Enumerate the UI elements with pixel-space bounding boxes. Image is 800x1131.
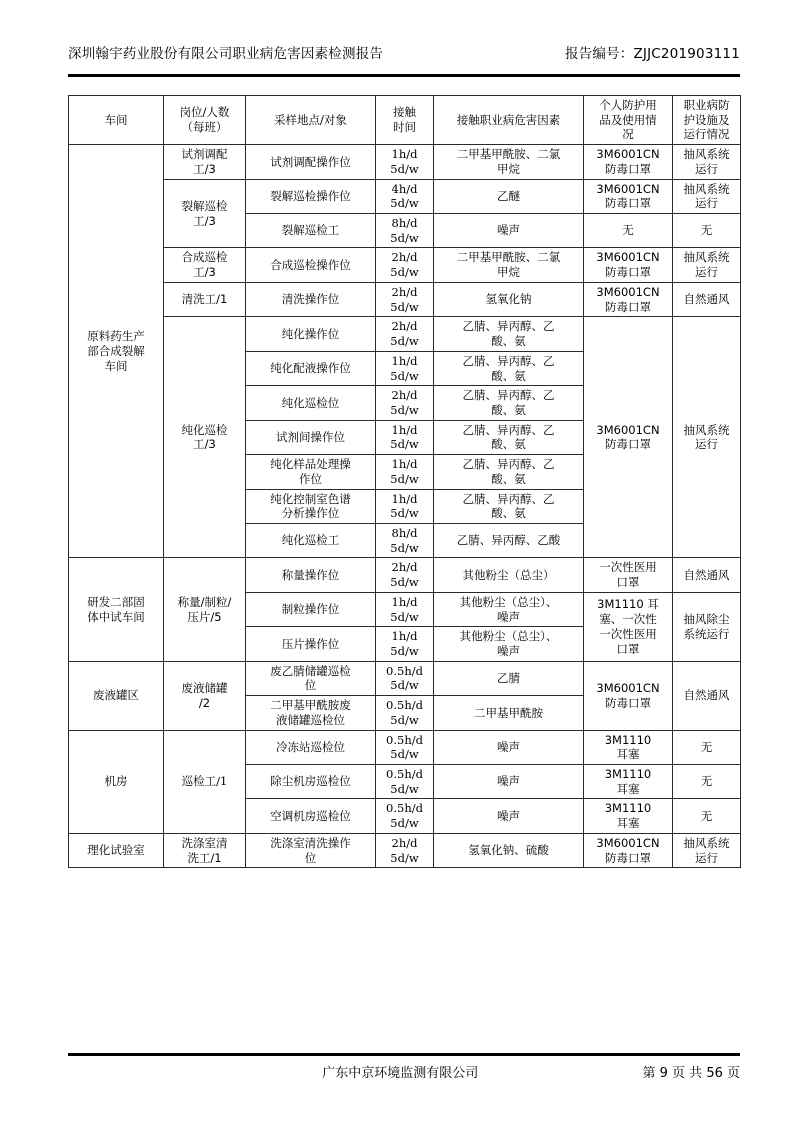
exposure-hours: 0.5h/d	[386, 698, 423, 713]
workshop-line1: 原料药生产	[87, 329, 145, 344]
cell-ppe	[584, 799, 673, 833]
ppe-line1: 3M6001CN	[596, 835, 660, 850]
exposure-hours: 2h/d	[391, 835, 418, 850]
cell-hazard-factors	[434, 489, 584, 523]
cell-ppe	[584, 765, 673, 799]
document-running-header	[68, 42, 740, 62]
exposure-hours: 1h/d	[391, 147, 418, 162]
footer-company-name: 广东中京环境监测有限公司	[322, 1066, 479, 1081]
cell-ppe	[584, 661, 673, 730]
hazard-line1: 其他粉尘（总尘）、	[459, 594, 558, 609]
exposure-days: 5d/w	[390, 230, 419, 245]
exposure-hours: 2h/d	[391, 319, 418, 334]
exposure-hours: 1h/d	[391, 353, 418, 368]
ppe-line1: 3M6001CN	[596, 680, 660, 695]
hazard-line2: 酸、氨	[491, 402, 526, 417]
position-line1: 称量/制粒/	[177, 594, 232, 609]
cell-exposure-time	[376, 558, 434, 592]
hazard-line1: 乙腈、异丙醇、乙	[462, 457, 555, 472]
cell-hazard-factors	[434, 420, 584, 454]
footer-page-number: 第 9 页 共 56 页	[642, 1066, 740, 1081]
workshop-line2: 体中试车间	[87, 609, 145, 624]
column-header-protective-facility-line3: 运行情况	[683, 127, 730, 142]
column-header-ppe-line1: 个人防护用	[599, 98, 657, 112]
exposure-hours: 0.5h/d	[386, 801, 423, 816]
exposure-hours: 2h/d	[391, 388, 418, 403]
cell-sampling-location: 裂解巡检工	[246, 214, 376, 248]
cell-sampling-location: 除尘机房巡检位	[246, 765, 376, 799]
cell-hazard-factors	[434, 145, 584, 179]
hazard-line2: 酸、氨	[491, 334, 526, 349]
cell-facility	[673, 248, 741, 282]
column-header-exposure-time-line1: 接触	[393, 105, 416, 120]
facility-line1: 抽风除尘	[683, 612, 730, 627]
ppe-line2: 耳塞	[616, 747, 640, 762]
cell-exposure-time	[376, 420, 434, 454]
table-row	[69, 317, 741, 351]
ppe-line1: 3M1110	[604, 732, 652, 747]
report-number: 报告编号：ZJJC201903111	[564, 46, 740, 62]
ppe-line2: 防毒口罩	[605, 299, 651, 314]
ppe-line1: 3M1110 耳	[597, 597, 659, 612]
hazard-line2: 甲烷	[497, 161, 520, 176]
cell-ppe	[584, 179, 673, 213]
cell-ppe	[584, 558, 673, 592]
location-line1: 二甲基甲酰胺废	[270, 698, 351, 713]
facility-line1: 抽风系统	[683, 250, 730, 265]
hazard-line1: 乙腈、异丙醇、乙	[462, 388, 555, 403]
cell-hazard-factors: 噪声	[434, 765, 584, 799]
hazard-line2: 甲烷	[497, 265, 520, 280]
cell-facility	[673, 317, 741, 558]
cell-exposure-time	[376, 282, 434, 316]
ppe-line1: 3M6001CN	[596, 284, 660, 299]
hazard-line2: 噪声	[497, 644, 520, 658]
cell-position	[164, 179, 246, 248]
cell-position	[164, 661, 246, 730]
cell-facility: 无	[673, 799, 741, 833]
hazard-factor-table	[68, 95, 741, 868]
facility-line2: 运行	[695, 850, 718, 865]
ppe-line1: 3M6001CN	[596, 250, 660, 265]
cell-hazard-factors: 氢氧化钠	[434, 282, 584, 316]
exposure-days: 5d/w	[390, 368, 419, 383]
hazard-factor-table-container	[68, 95, 740, 868]
cell-ppe	[584, 592, 673, 661]
cell-position	[164, 833, 246, 867]
ppe-line2: 防毒口罩	[605, 196, 651, 211]
table-row	[69, 179, 741, 213]
cell-sampling-location: 试剂间操作位	[246, 420, 376, 454]
exposure-hours: 0.5h/d	[386, 663, 423, 678]
facility-line1: 抽风系统	[683, 422, 730, 437]
exposure-days: 5d/w	[390, 575, 419, 590]
cell-exposure-time	[376, 627, 434, 661]
cell-hazard-factors	[434, 455, 584, 489]
cell-facility	[673, 592, 741, 661]
facility-line2: 运行	[695, 196, 718, 211]
hazard-line1: 其他粉尘（总尘）、	[459, 629, 558, 644]
cell-exposure-time	[376, 592, 434, 626]
ppe-line1: 3M1110	[604, 801, 652, 816]
column-header-ppe	[584, 96, 673, 145]
cell-sampling-location: 纯化操作位	[246, 317, 376, 351]
cell-hazard-factors: 噪声	[434, 214, 584, 248]
cell-workshop-rd-solid	[69, 558, 164, 661]
location-line2: 分析操作位	[281, 506, 340, 521]
cell-position	[164, 317, 246, 558]
position-line2: /2	[198, 695, 211, 710]
cell-position: 清洗工/1	[164, 282, 246, 316]
header-divider-rule	[68, 74, 740, 77]
ppe-line2: 防毒口罩	[605, 437, 651, 452]
exposure-hours: 1h/d	[391, 422, 418, 437]
ppe-line1: 3M6001CN	[596, 422, 660, 437]
location-line1: 废乙腈储罐巡检	[270, 663, 351, 678]
cell-exposure-time	[376, 696, 434, 730]
cell-hazard-factors: 氢氧化钠、硫酸	[434, 833, 584, 867]
hazard-line2: 酸、氨	[491, 368, 526, 383]
cell-exposure-time	[376, 833, 434, 867]
cell-position	[164, 145, 246, 179]
cell-workshop-machine-room: 机房	[69, 730, 164, 833]
cell-position	[164, 558, 246, 661]
facility-line1: 抽风系统	[683, 835, 730, 850]
ppe-line1: 3M1110	[604, 767, 652, 782]
cell-hazard-factors	[434, 627, 584, 661]
cell-exposure-time	[376, 145, 434, 179]
position-line2: 洗工/1	[187, 850, 222, 865]
cell-facility	[673, 145, 741, 179]
exposure-days: 5d/w	[390, 471, 419, 486]
cell-hazard-factors	[434, 592, 584, 626]
exposure-hours: 8h/d	[391, 525, 418, 540]
hazard-line2: 噪声	[497, 609, 520, 624]
exposure-days: 5d/w	[390, 816, 419, 831]
column-header-exposure-time-line2: 时间	[393, 120, 416, 135]
exposure-days: 5d/w	[390, 609, 419, 624]
exposure-hours: 1h/d	[391, 629, 418, 644]
cell-workshop-raw-material	[69, 145, 164, 558]
cell-exposure-time	[376, 799, 434, 833]
cell-exposure-time	[376, 730, 434, 764]
cell-hazard-factors: 乙醚	[434, 179, 584, 213]
exposure-days: 5d/w	[390, 196, 419, 211]
ppe-line1: 一次性医用	[599, 560, 657, 575]
cell-sampling-location: 制粒操作位	[246, 592, 376, 626]
table-row	[69, 833, 741, 867]
exposure-hours: 1h/d	[391, 457, 418, 472]
hazard-line2: 酸、氨	[491, 506, 526, 521]
column-header-exposure-time	[376, 96, 434, 145]
exposure-hours: 2h/d	[391, 560, 418, 575]
cell-hazard-factors: 噪声	[434, 799, 584, 833]
column-header-ppe-line3: 况	[622, 127, 634, 142]
ppe-line4: 口罩	[616, 641, 640, 656]
cell-hazard-factors	[434, 248, 584, 282]
column-header-ppe-line2: 品及使用情	[599, 112, 657, 127]
cell-exposure-time	[376, 214, 434, 248]
location-line2: 位	[304, 850, 317, 865]
cell-hazard-factors: 乙腈、异丙醇、乙酸	[434, 523, 584, 557]
hazard-line1: 乙腈、异丙醇、乙	[462, 422, 555, 437]
ppe-line2: 塞、一次性	[599, 612, 657, 627]
cell-sampling-location: 合成巡检操作位	[246, 248, 376, 282]
exposure-days: 5d/w	[390, 265, 419, 280]
position-line2: 工/3	[193, 161, 216, 176]
exposure-days: 5d/w	[390, 334, 419, 349]
workshop-line3: 车间	[104, 358, 128, 373]
ppe-line2: 防毒口罩	[605, 850, 651, 865]
cell-exposure-time	[376, 386, 434, 420]
location-line2: 作位	[299, 471, 322, 486]
table-header-row	[69, 96, 741, 145]
position-line1: 裂解巡检	[181, 198, 228, 213]
exposure-days: 5d/w	[390, 850, 419, 865]
exposure-hours: 1h/d	[391, 491, 418, 506]
exposure-days: 5d/w	[390, 540, 419, 555]
cell-exposure-time	[376, 765, 434, 799]
hazard-line2: 酸、氨	[491, 437, 526, 452]
cell-position	[164, 248, 246, 282]
cell-ppe: 无	[584, 214, 673, 248]
position-line1: 试剂调配	[181, 147, 228, 162]
column-header-position	[164, 96, 246, 145]
cell-facility	[673, 179, 741, 213]
column-header-sampling-location: 采样地点/对象	[246, 96, 376, 145]
column-header-protective-facility-line1: 职业病防	[683, 98, 730, 112]
cell-hazard-factors: 噪声	[434, 730, 584, 764]
cell-sampling-location	[246, 489, 376, 523]
facility-line2: 运行	[695, 161, 718, 176]
facility-line2: 运行	[695, 437, 718, 452]
workshop-line1: 研发二部固	[87, 594, 145, 609]
hazard-line1: 二甲基甲酰胺、二氯	[456, 147, 561, 162]
cell-sampling-location: 清洗操作位	[246, 282, 376, 316]
cell-sampling-location	[246, 833, 376, 867]
exposure-hours: 0.5h/d	[386, 767, 423, 782]
exposure-hours: 0.5h/d	[386, 732, 423, 747]
ppe-line2: 防毒口罩	[605, 695, 651, 710]
cell-exposure-time	[376, 661, 434, 695]
ppe-line2: 耳塞	[616, 781, 640, 796]
facility-line1: 抽风系统	[683, 181, 730, 196]
location-line1: 洗涤室清洗操作	[270, 835, 351, 850]
ppe-line2: 口罩	[616, 575, 640, 590]
cell-sampling-location: 纯化巡检工	[246, 523, 376, 557]
cell-exposure-time	[376, 455, 434, 489]
hazard-line1: 乙腈、异丙醇、乙	[462, 353, 555, 368]
exposure-days: 5d/w	[390, 781, 419, 796]
exposure-days: 5d/w	[390, 299, 419, 314]
hazard-line1: 乙腈、异丙醇、乙	[462, 491, 555, 506]
cell-ppe	[584, 833, 673, 867]
facility-line1: 抽风系统	[683, 147, 730, 162]
exposure-days: 5d/w	[390, 747, 419, 762]
cell-exposure-time	[376, 489, 434, 523]
cell-sampling-location: 空调机房巡检位	[246, 799, 376, 833]
cell-sampling-location: 称量操作位	[246, 558, 376, 592]
cell-workshop-waste-tank: 废液罐区	[69, 661, 164, 730]
position-line2: 压片/5	[187, 609, 222, 624]
table-row	[69, 282, 741, 316]
exposure-hours: 2h/d	[391, 284, 418, 299]
cell-ppe	[584, 282, 673, 316]
cell-hazard-factors	[434, 317, 584, 351]
cell-hazard-factors	[434, 351, 584, 385]
ppe-line3: 一次性医用	[599, 626, 657, 641]
cell-exposure-time	[376, 248, 434, 282]
cell-sampling-location	[246, 455, 376, 489]
cell-sampling-location: 冷冻站巡检位	[246, 730, 376, 764]
table-row	[69, 730, 741, 764]
cell-facility: 无	[673, 765, 741, 799]
cell-ppe	[584, 730, 673, 764]
exposure-days: 5d/w	[390, 506, 419, 521]
document-running-footer	[68, 1062, 740, 1081]
cell-exposure-time	[376, 317, 434, 351]
exposure-hours: 4h/d	[391, 181, 418, 196]
cell-sampling-location: 纯化配液操作位	[246, 351, 376, 385]
cell-facility	[673, 833, 741, 867]
position-line1: 洗涤室清	[181, 835, 228, 850]
report-title: 深圳翰宇药业股份有限公司职业病危害因素检测报告	[68, 46, 384, 62]
cell-workshop-lab: 理化试验室	[69, 833, 164, 867]
cell-facility: 无	[673, 214, 741, 248]
position-line2: 工/3	[193, 437, 216, 452]
cell-exposure-time	[376, 179, 434, 213]
table-row	[69, 248, 741, 282]
position-line1: 合成巡检	[181, 250, 228, 265]
hazard-line1: 乙腈、异丙醇、乙	[462, 319, 555, 334]
facility-line2: 运行	[695, 265, 718, 280]
location-line1: 纯化样品处理操	[270, 457, 351, 472]
exposure-days: 5d/w	[390, 712, 419, 727]
column-header-position-line2: （每班）	[181, 120, 228, 135]
exposure-days: 5d/w	[390, 437, 419, 452]
cell-hazard-factors	[434, 386, 584, 420]
location-line2: 位	[304, 678, 317, 693]
column-header-protective-facility-line2: 护设施及	[683, 112, 730, 127]
cell-exposure-time	[376, 523, 434, 557]
exposure-days: 5d/w	[390, 644, 419, 658]
cell-sampling-location: 压片操作位	[246, 627, 376, 661]
position-line2: 工/3	[193, 213, 216, 228]
column-header-protective-facility	[673, 96, 741, 145]
exposure-hours: 8h/d	[391, 216, 418, 231]
table-row	[69, 145, 741, 179]
exposure-days: 5d/w	[390, 678, 419, 693]
cell-hazard-factors: 二甲基甲酰胺	[434, 696, 584, 730]
table-row	[69, 558, 741, 592]
column-header-hazard-factors: 接触职业病危害因素	[434, 96, 584, 145]
facility-line2: 系统运行	[683, 626, 730, 641]
cell-ppe	[584, 317, 673, 558]
workshop-line2: 部合成裂解	[87, 343, 145, 358]
ppe-line2: 防毒口罩	[605, 161, 651, 176]
cell-exposure-time	[376, 351, 434, 385]
cell-ppe	[584, 248, 673, 282]
exposure-days: 5d/w	[390, 402, 419, 417]
table-row	[69, 661, 741, 695]
cell-sampling-location	[246, 696, 376, 730]
cell-sampling-location: 试剂调配操作位	[246, 145, 376, 179]
cell-facility: 自然通风	[673, 558, 741, 592]
cell-hazard-factors: 其他粉尘（总尘）	[434, 558, 584, 592]
column-header-position-line1: 岗位/人数	[179, 105, 230, 120]
cell-facility: 自然通风	[673, 282, 741, 316]
cell-hazard-factors: 乙腈	[434, 661, 584, 695]
cell-sampling-location: 裂解巡检操作位	[246, 179, 376, 213]
ppe-line1: 3M6001CN	[596, 181, 660, 196]
column-header-workshop: 车间	[69, 96, 164, 145]
position-line2: 工/3	[193, 265, 216, 280]
cell-ppe	[584, 145, 673, 179]
exposure-days: 5d/w	[390, 161, 419, 176]
ppe-line2: 耳塞	[616, 816, 640, 831]
cell-facility: 自然通风	[673, 661, 741, 730]
cell-facility: 无	[673, 730, 741, 764]
cell-sampling-location	[246, 661, 376, 695]
hazard-line1: 二甲基甲酰胺、二氯	[456, 250, 561, 265]
exposure-hours: 2h/d	[391, 250, 418, 265]
location-line1: 纯化控制室色谱	[270, 491, 351, 506]
hazard-line2: 酸、氨	[491, 471, 526, 486]
location-line2: 液储罐巡检位	[276, 712, 345, 727]
position-line1: 纯化巡检	[181, 422, 228, 437]
ppe-line1: 3M6001CN	[596, 147, 660, 162]
exposure-hours: 1h/d	[391, 594, 418, 609]
ppe-line2: 防毒口罩	[605, 265, 651, 280]
cell-sampling-location: 纯化巡检位	[246, 386, 376, 420]
cell-position: 巡检工/1	[164, 730, 246, 833]
footer-divider-rule	[68, 1053, 740, 1056]
position-line1: 废液储罐	[181, 680, 228, 695]
